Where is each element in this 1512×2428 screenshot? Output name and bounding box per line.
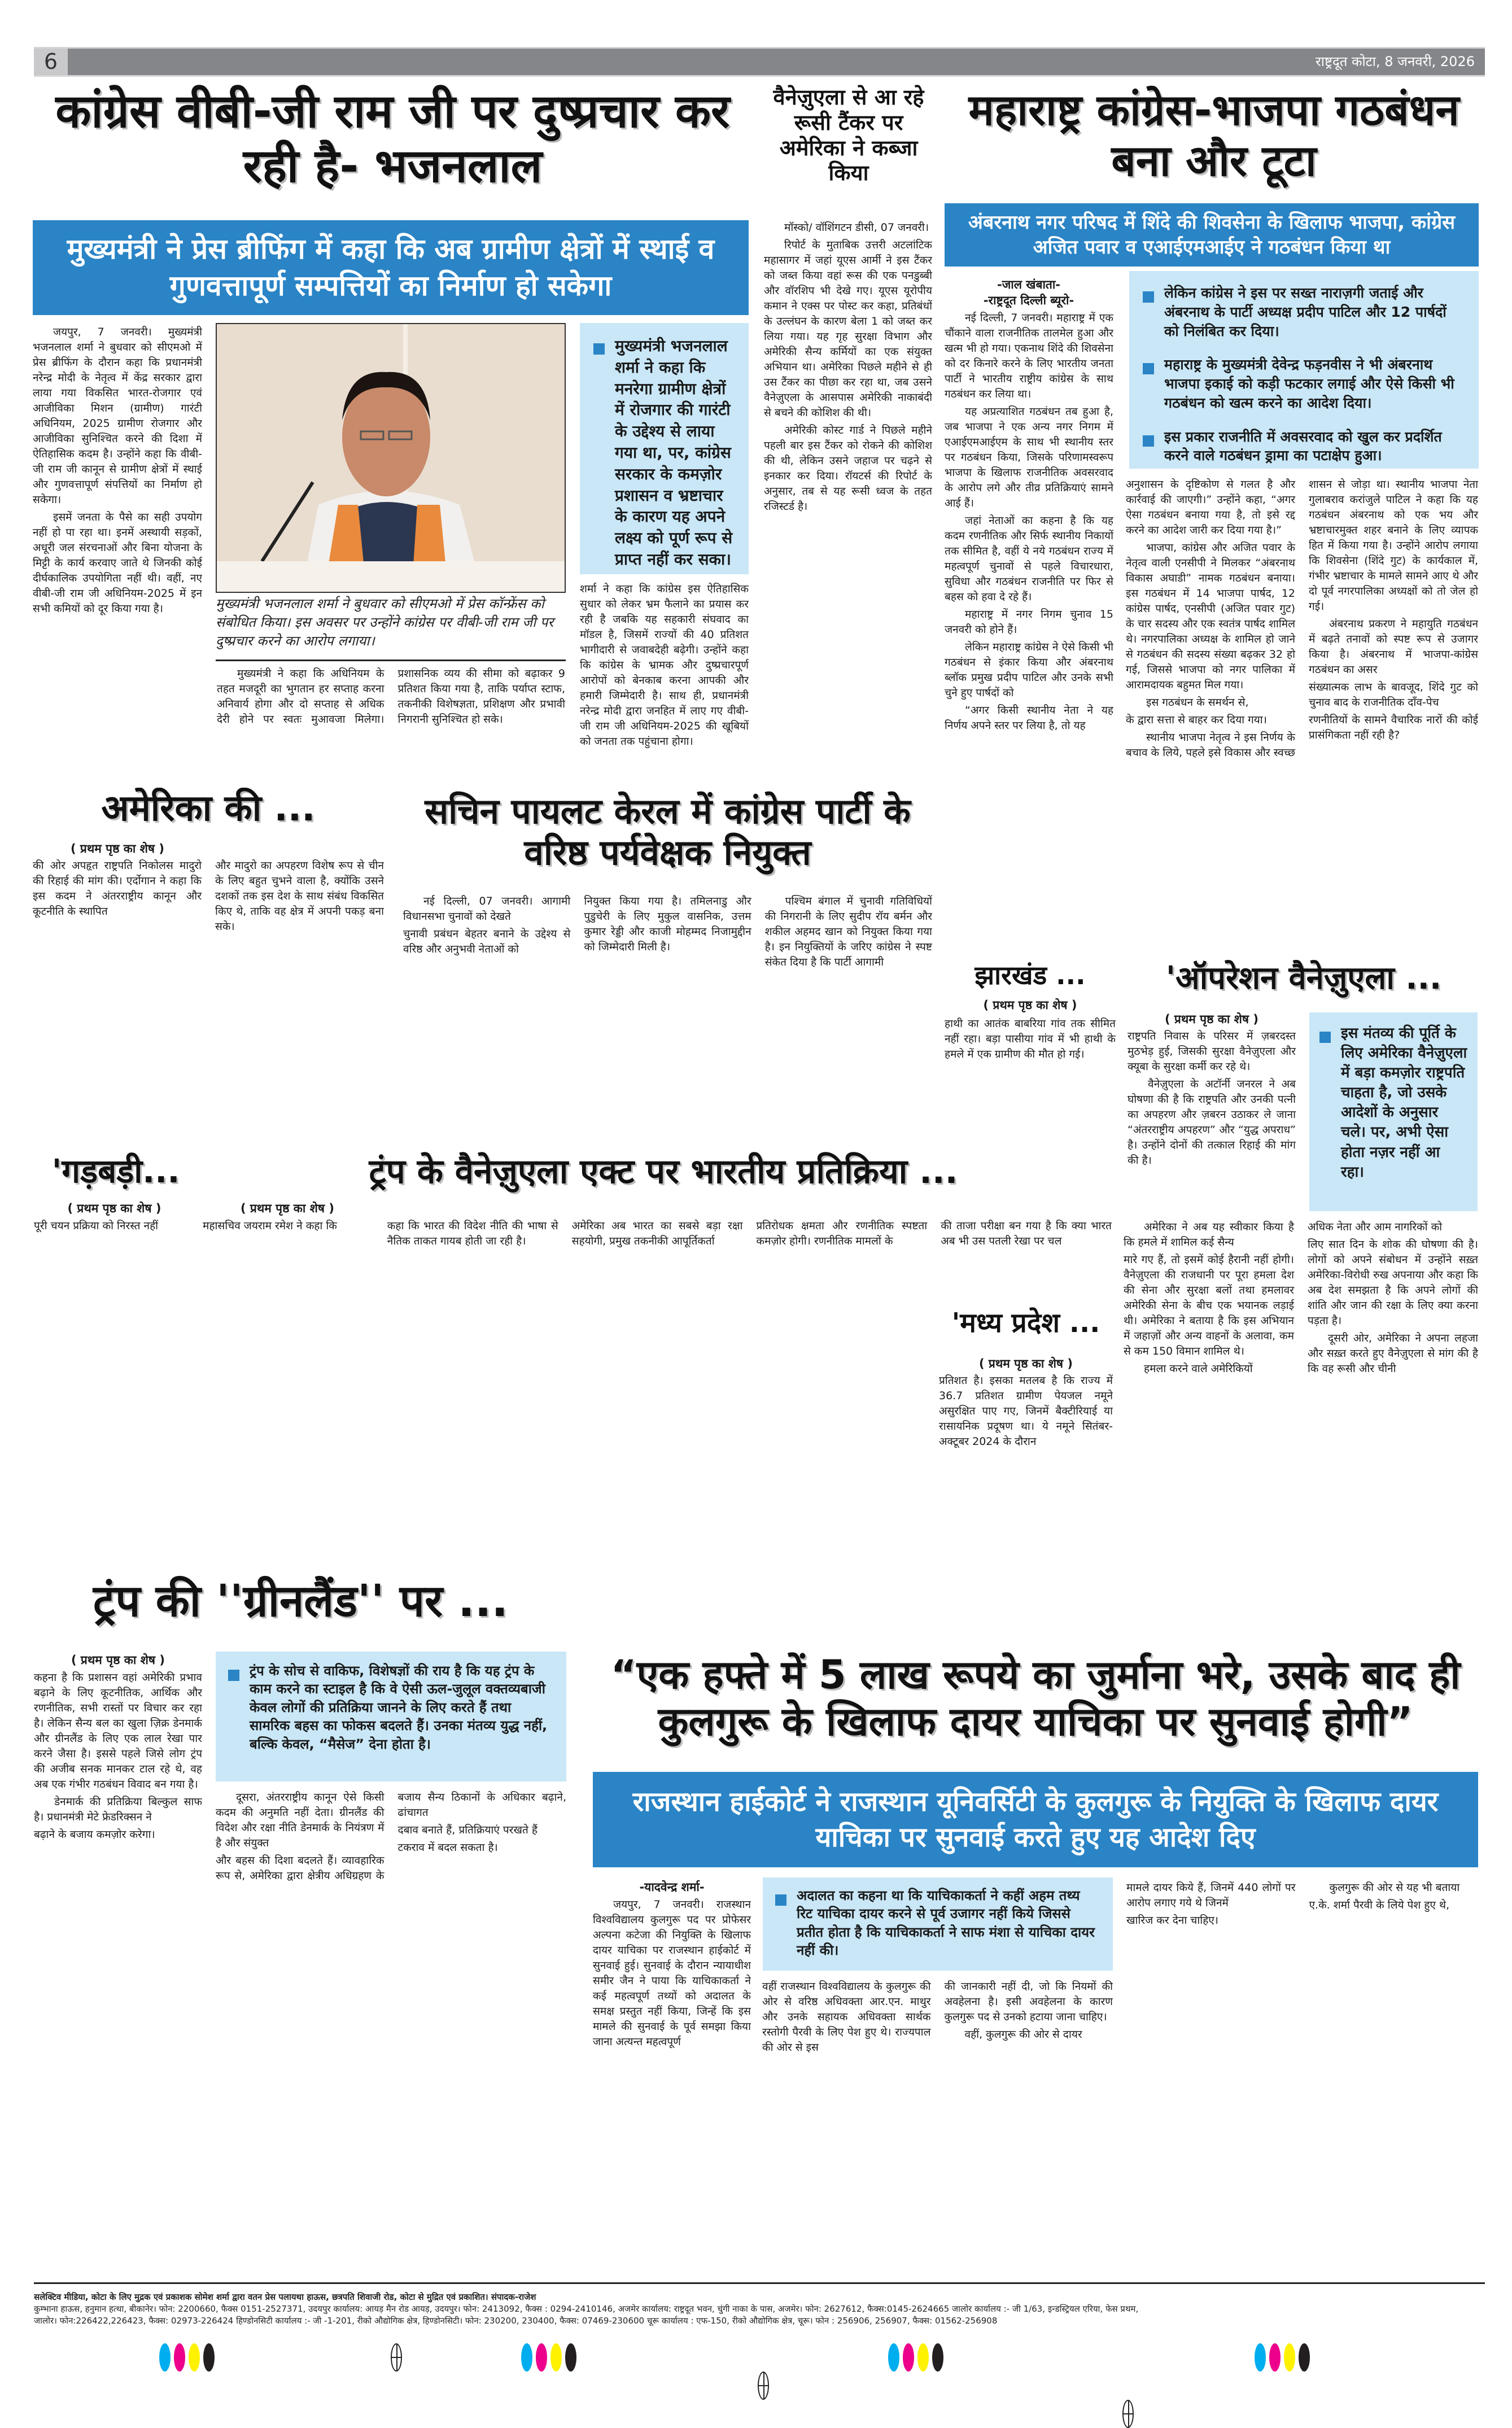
paragraph: लिए सात दिन के शोक की घोषणा की है। लोगों को अपने संबोधन में उन्होंने सख़्त अमेरिका-विरोधी रुख अपनाया और कहा कि अब देश समझता है कि अपने लोगों की शांति और जान की रक्षा के लिए क्या करना पड़ता है। [1308, 1238, 1478, 1327]
article-body-greenland-col2 [216, 1790, 566, 2281]
registration-mark-icon [1122, 2400, 1134, 2428]
bullet-square-icon [1319, 1032, 1331, 1043]
imprint-line: सलेक्टिव मीडिया, कोटा के लिए मुद्रक एवं प्रकाशक सोमेश शर्मा द्वारा वतन प्रेस पलायथा हाऊस, छत्रपति शिवाजी रोड, कोटा से मुद्रित एवं प्रकाशित। संपादक-राजेश [34, 2292, 536, 2302]
callout-text: मुख्यमंत्री भजनलाल शर्मा ने कहा कि मनरेगा ग्रामीण क्षेत्रों में रोजगार की गारंटी के उद्देश्य से लाया गया था, पर, कांग्रेस सरकार के कमज़ोर प्रशासन व भ्रष्टाचार के कारण यह अपने लक्ष्य को पूर्ण रूप से प्राप्त नहीं कर सका। [615, 337, 733, 569]
paragraph: चुनावी प्रबंधन बेहतर बनाने के उद्देश्य से वरिष्ठ और अनुभवी नेताओं को [403, 928, 571, 955]
callout-item [1143, 355, 1465, 412]
callout-item [1143, 427, 1465, 466]
byline-author: -यादवेन्द्र शर्मा- [639, 1880, 705, 1894]
paragraph: शर्मा ने कहा कि कांग्रेस इस ऐतिहासिक सुधार को लेकर भ्रम फैलाने का प्रयास कर रही है जबकि यह सहकारी संघवाद का मॉडल है, जिसमें राज्यों की 40 प्रतिशत भागीदारी से जवाबदेही बढ़ेगी। उन्होंने कहा कि कांग्रेस के भ्रामक और दुष्प्रचारपूर्ण आरोपों को बेनकाब करना आपकी और हमारी जिम्मेदारी है। साथ ही, प्रधानमंत्री नरेन्द्र मोदी द्वारा जनहित में लाए गए वीबी-जी राम जी अधिनियम-2025 की खूबियों को जनता तक पहुंचाना होगा। [580, 583, 749, 748]
bullet-square-icon [593, 343, 605, 355]
imprint-line: जालोर। फोन:226422,226423, फैक्स: 02973-226424 हिण्डोनसिटी कार्यालय :- जी -1-201, रीको औद्योगिक क्षेत्र, हिण्डोनसिटी। फोन: 230200, 230400, फैक्स: 07469-230600 चूरू कार्यालय : एफ-150, रीको औद्योगिक क्षेत्र, चूरू। फोन : 256906, 256907, फैक्स: 01562-256908 [34, 2316, 998, 2326]
article-body-greenland-col1 [34, 1670, 202, 2280]
paragraph: अमेरिका ने अब यह स्वीकार किया है कि हमले में शामिल कई सैन्य [1124, 1221, 1294, 1248]
paragraph: कहना है कि प्रशासन वहां अमेरिकी प्रभाव बढ़ाने के लिए कूटनीतिक, आर्थिक और रणनीतिक, सभी रास्तों पर विचार कर रहा है। लेकिन सैन्य बल का खुला ज़िक्र डेनमार्क और ग्रीनलैंड के लिए एक लाल रेखा पार करने जैसा है। इससे पहले जिसे लोग ट्रंप की अजीब सनक मानकर टाल रहे थे, वह अब एक गंभीर गठबंधन विवाद बन गया है। [34, 1671, 202, 1791]
yellow-mark [189, 2343, 200, 2372]
paragraph: की ताजा परीक्षा बन गया है कि क्या भारत अब भी उस पतली रेखा पर चल [941, 1220, 1112, 1247]
article-body-court-col2 [762, 1979, 1113, 2281]
article-body-tanker [764, 220, 932, 771]
cyan-mark [1255, 2343, 1266, 2372]
continued-label [945, 997, 1116, 1014]
callout-greenland [216, 1652, 566, 1781]
paragraph: डेनमार्क की प्रतिक्रिया बिल्कुल साफ है। प्रधानमंत्री मेटे फ्रेडरिक्सन ने [34, 1796, 202, 1823]
byline-author: -जाल खंबाता- [997, 278, 1061, 291]
imprint-footer [34, 2291, 1485, 2327]
paragraph: अमेरिकी कोस्ट गार्ड ने पिछले महीने पहली बार इस टैंकर को रोकने की कोशिश की थी, लेकिन उसने जहाज पर चढ़ने से इनकार कर दिया। रॉयटर्स की रिपोर्ट के अनुसार, तब से यह रूसी ध्वज के तहत रजिस्टर्ड है। [764, 424, 932, 513]
paragraph: वहीं राजस्थान विश्वविद्यालय के कुलगुरू की ओर से वरिष्ठ अधिवक्ता आर.एन. माथुर और उनके सहायक अधिवक्ता सार्थक रस्तोगी पैरवी के लिए पेश हुए थे। राज्यपाल की ओर से इस [762, 1980, 931, 2054]
paragraph: जयपुर, 7 जनवरी। राजस्थान विश्वविद्यालय कुलगुरू पद पर प्रोफेसर अल्पना कटेजा की नियुक्ति के खिलाफ दायर याचिका पर राजस्थान हाईकोर्ट में सुनवाई हुई। सुनवाई के दौरान न्यायाधीश समीर जैन ने पाया कि याचिकाकर्ता ने कई महत्वपूर्ण तथ्यों को अदालत के समक्ष प्रस्तुत नहीं किया, जिन्हें कि इस मामले की सुनवाई के पूर्व समझा किया जाना अत्यन्त महत्वपूर्ण [593, 1898, 751, 2048]
black-mark [1299, 2343, 1310, 2372]
callout-text: लेकिन कांग्रेस ने इस पर सख्त नाराज़गी जताई और अंबरनाथ के पार्टी अध्यक्ष प्रदीप पाटिल और 12 पार्षदों को निलंबित कर दिया। [1164, 285, 1447, 339]
paragraph: कुलगुरू की ओर से यह भी बताया [1329, 1881, 1460, 1894]
paragraph: की ओर अपहृत राष्ट्रपति निकोलस मादुरो की रिहाई की मांग की। एर्दोगान ने कहा कि इस कदम ने अंतरराष्ट्रीय कानून और कूटनीति के स्थापित [33, 859, 202, 918]
callout-item [228, 1662, 554, 1753]
paragraph: महाराष्ट्र में नगर निगम चुनाव 15 जनवरी को होने हैं। [945, 608, 1113, 636]
paragraph: राष्ट्रपति निवास के परिसर में ज़बरदस्त मुठभेड़ हुई, जिसकी सुरक्षा वैनेज़ुएला और क्यूबा के सुरक्षा कर्मी कर रहे थे। [1128, 1030, 1296, 1073]
paragraph: जहां नेताओं का कहना है कि यह कदम रणनीतिक और सिर्फ स्थानीय निकायों तक सीमित है, वहीं ये नये गठबंधन राज्य में महत्वपूर्ण चुनावों से पहले विचारधारा, सुविधा और गठबंधन राजनीति पर फिर से बहस को हवा दे रहे हैं। [945, 514, 1113, 603]
paragraph: मामले दायर किये हैं, जिनमें 440 लोगों पर आरोप लगाए गये थे जिनमें [1126, 1881, 1296, 1909]
registration-mark-icon [758, 2372, 769, 2400]
article-body-court-col3 [1126, 1880, 1478, 2281]
cyan-mark [888, 2343, 899, 2372]
article-body-court-col1 [593, 1897, 751, 2281]
article-body-maharashtra-col2 [1126, 477, 1478, 949]
magenta-mark [536, 2343, 547, 2372]
cmyk-color-bar [521, 2343, 576, 2372]
byline-court [593, 1879, 751, 1895]
paragraph: इसमें जनता के पैसे का सही उपयोग नहीं हो पा रहा था। इनमें अस्थायी सड़कों, अधूरी जल संरचनाओं और बिना योजना के मिट्टी के कार्य करवाए जाते थे जिनकी कोई दीर्घकालिक उपयोगिता नहीं थी। वहीं, नए वीबी-जी राम जी अधिनियम-2025 में इन सभी कमियों को दूर किया गया है। [33, 511, 202, 615]
headline-jharkhand-continued: झारखंड ... [975, 960, 1086, 990]
paragraph: यह अप्रत्याशित गठबंधन तब हुआ है, जब भाजपा ने एक अन्य नगर निगम में एआईएमआईएम के साथ भी स्थानीय स्तर पर गठबंधन किया, जिसके परिणामस्वरूप भाजपा के खिलाफ राजनीतिक अवसरवाद के आरोप लगे और तीव्र प्रतिक्रियाएं सामने आई हैं। [945, 405, 1113, 509]
cyan-mark [521, 2343, 532, 2372]
continued-label [33, 840, 202, 857]
bullet-square-icon [775, 1894, 786, 1906]
deck-maharashtra-story: अंबरनाथ नगर परिषद में शिंदे की शिवसेना के खिलाफ भाजपा, कांग्रेस अजित पवार व एआईएमआईए ने गठबंधन किया था [945, 203, 1479, 267]
paragraph: पूरी चयन प्रक्रिया को निरस्त नहीं [34, 1220, 159, 1232]
magenta-mark [903, 2343, 914, 2372]
callout-text: महाराष्ट्र के मुख्यमंत्री देवेन्द्र फड़नवीस ने भी अंबरनाथ भाजपा इकाई को कड़ी फटकार लगाई और ऐसे किसी भी गठबंधन को खत्म करने का आदेश दिया। [1164, 356, 1454, 411]
paragraph: रिपोर्ट के मुताबिक उत्तरी अटलांटिक महासागर में जहां यूएस आर्मी ने इस टैंकर को जब्त किया वहां रूस की एक पनडुब्बी और वॉरशिप भी देखे गए। यूएस यूरोपीय कमान ने एक्स पर पोस्ट कर कहा, प्रतिबंधों के उल्लंघन के कारण बेला 1 को जब्त कर लिया गया। यह गृह सुरक्षा विभाग और अमेरिकी सैन्य कर्मियों का एक संयुक्त अभियान था। अमेरिका पिछले महीने से ही उस टैंकर का पीछा कर रहा था, जब उसने वैनेज़ुएला के आसपास अमेरिकी नाकाबंदी से बचने की कोशिश की थी। [764, 239, 932, 419]
cyan-mark [159, 2343, 171, 2372]
paragraph: लेकिन महाराष्ट्र कांग्रेस ने ऐसे किसी भी गठबंधन से इंकार किया और अंबरनाथ ब्लॉक प्रमुख प्रदीप पाटिल और उनके सभी चुने हुए पार्षदों को [945, 641, 1113, 699]
paragraph: महासचिव जयराम रमेश ने कहा कि [203, 1220, 337, 1232]
byline-maharashtra [945, 277, 1113, 308]
callout-text: अदालत का कहना था कि याचिकाकर्ता ने कहीं अहम तथ्य रिट याचिका दायर करने से पूर्व उजागर नहीं किये जिससे प्रतीत होता है कि याचिकाकर्ता ने साफ मंशा से याचिका दायर नहीं की। [797, 1888, 1095, 1959]
photo-chief-minister [216, 323, 566, 593]
article-body-madhya-pradesh [939, 1373, 1113, 1571]
continued-from-front-page: ( प्रथम पृष्ठ का शेष ) [241, 1202, 334, 1215]
paragraph: नई दिल्ली, 07 जनवरी। आगामी विधानसभा चुनावों को देखते [403, 895, 571, 923]
continued-from-front-page: ( प्रथम पृष्ठ का शेष ) [1165, 1012, 1258, 1026]
callout-item [593, 335, 735, 570]
paragraph: कहा कि भारत की विदेश नीति की भाषा से नैतिक ताकत गायब होती जा रही है। [387, 1220, 558, 1247]
paragraph: अधिक नेता और आम नागरिकों को [1308, 1221, 1443, 1233]
paragraph: नई दिल्ली, 7 जनवरी। महाराष्ट्र में एक चौंकाने वाला राजनीतिक तालमेल हुआ और खत्म भी हो गया। एकनाथ शिंदे की शिवसेना को दर किनारे करने के लिए भारतीय जनता पार्टी ने भारतीय राष्ट्रीय कांग्रेस के साथ गठबंधन कर लिया था। [945, 312, 1113, 400]
paragraph: दूसरा, अंतरराष्ट्रीय कानून ऐसे किसी कदम की अनुमति नहीं देता। ग्रीनलैंड की विदेश और रक्षा नीति डेनमार्क के नियंत्रण में है और संयुक्त [216, 1791, 384, 1849]
paragraph: मॉस्को/ वॉशिंगटन डीसी, 07 जनवरी। [784, 221, 929, 234]
yellow-mark [550, 2343, 562, 2372]
paragraph: मुख्यमंत्री ने कहा कि अधिनियम के तहत मजदूरी का भुगतान हर सप्ताह करना अनिवार्य होगा और दो सप्ताह से अधिक देरी होने पर स्वतः मुआवजा मिलेगा। प्रशासनिक व्यय की सीमा को बढ़ाकर 9 प्रतिशत किया गया है, ताकि पर्याप्त स्टाफ, तकनीकी विशेषज्ञता, प्रशिक्षण और प्रभावी निगरानी सुनिश्चित हो सके। [217, 667, 565, 726]
callout-court [763, 1877, 1113, 1971]
continued-label [34, 1200, 195, 1217]
continued-label [1128, 1011, 1296, 1028]
callout-item [1143, 283, 1465, 340]
article-body-trump-act-top [203, 1219, 1112, 1300]
headline-madhya-pradesh-continued: 'मध्य प्रदेश ... [951, 1307, 1100, 1339]
headline-cm-story: कांग्रेस वीबी-जी राम जी पर दुष्प्रचार कर रही है- भजनलाल [55, 85, 730, 193]
page-header-bar [34, 47, 1485, 77]
continued-label [939, 1355, 1113, 1372]
paragraph: टकराव में बदल सकता है। [397, 1841, 498, 1854]
deck-court-story: राजस्थान हाईकोर्ट ने राजस्थान यूनिवर्सिटी के कुलगुरू के नियुक्ति के खिलाफ दायर याचिका पर सुनवाई करते हुए यह आदेश दिए [593, 1772, 1478, 1867]
paragraph: “अगर किसी स्थानीय नेता ने यह निर्णय अपने स्तर पर लिया है, तो यह [945, 704, 1113, 732]
bullet-square-icon [1143, 435, 1154, 447]
photo-caption: मुख्यमंत्री भजनलाल शर्मा ने बुधवार को सीएमओ में प्रेस कॉन्फ्रेंस को संबोधित किया। इस अवसर पर उन्होंने कांग्रेस पर वीबी-जी राम जी पर दुष्प्रचार करने का आरोप लगाया। [216, 596, 554, 649]
paragraph: मारे गए हैं, तो इसमें कोई हैरानी नहीं होगी। वैनेज़ुएला की राजधानी पर पूरा हमला देश की सेना और सुरक्षा बलों तथा हमलावर अमेरिकी सेना के बीच एक भयानक लड़ाई थी। अमेरिका ने बताया है कि इस अभियान में जहाज़ों और अन्य वाहनों के अलावा, कम से कम 150 विमान शामिल थे। [1124, 1254, 1294, 1357]
divider [216, 660, 566, 661]
callout-cm-story [580, 323, 749, 574]
headline-trump-venezuela-act: ट्रंप के वैनेज़ुएला एक्ट पर भारतीय प्रतिक्रिया ... [369, 1152, 958, 1191]
article-body-america [33, 858, 384, 1141]
cmyk-color-bar [888, 2343, 943, 2372]
paragraph: अंबरनाथ प्रकरण ने महायुति गठबंधन में बढ़ते तनावों को स्पष्ट रूप से उजागर किया है। अंबरनाथ में भाजपा-कांग्रेस गठबंधन का असर [1309, 618, 1478, 676]
registration-mark-icon [391, 2343, 402, 2372]
article-body-maharashtra-col1 [945, 311, 1113, 949]
headline-gadbadi-continued: 'गड़बड़ी... [51, 1152, 180, 1190]
callout-operation-venezuela [1309, 1012, 1478, 1211]
paragraph: ए.के. शर्मा पैरवी के लिये पेश हुए थे, [1309, 1899, 1450, 1911]
paragraph: हमला करने वाले अमेरिकियों [1144, 1363, 1253, 1375]
paragraph: प्रतिरोधक क्षमता और रणनीतिक स्पष्टता कमज़ोर होगी। रणनीतिक मामलों के [756, 1220, 928, 1247]
article-body-sachin [403, 894, 932, 1141]
yellow-mark [917, 2343, 929, 2372]
article-body-cm-col1 [33, 325, 202, 771]
headline-tanker-story: वैनेज़ुएला से आ रहे रूसी टैंकर पर अमेरिका ने कब्जा किया [773, 85, 924, 186]
paragraph: और मादुरो का अपहरण विशेष रूप से चीन के लिए बहुत चुभने वाला है, क्योंकि उसने दशकों तक इस देश के साथ संबंध विकसित किए थे, ताकि वह क्षेत्र में अपनी पकड़ बना सके। [215, 859, 384, 933]
paragraph: बढ़ाने के बजाय कमज़ोर करेगा। [34, 1828, 155, 1841]
paragraph: नियुक्त किया गया है। तमिलनाडु और पुडुचेरी के लिए मुकुल वासनिक, उत्तम कुमार रेड्डी और काजी मोहम्मद निजामुद्दीन को जिम्मेदारी मिली है। [584, 895, 751, 953]
paragraph: पश्चिम बंगाल में चुनावी गतिविधियों की निगरानी के लिए सुदीप रॉय बर्मन और शकील अहमद खान को नियुक्त किया गया है। इन नियुक्तियों के जरिए कांग्रेस ने स्पष्ट संकेत दिया है कि पार्टी आगामी [764, 895, 932, 968]
paragraph: और बहस की दिशा बदलते हैं। व्यावहारिक रूप से, अमेरिका द्वारा क्षेत्रीय अधिग्रहण के बजाय सैन्य ठिकानों के अधिकार बढ़ाने, ढांचागत [216, 1791, 566, 1882]
callout-text: ट्रंप के सोच से वाकिफ, विशेषज्ञों की राय है कि यह ट्रंप के काम करने का स्टाइल है कि वे ऐसी ऊल-जुलूल वक्तव्यबाजी केवल लोगों की प्रतिक्रिया जानने के लिए करते हैं तथा सामरिक बहस का फोकस बदलते हैं। उनका मंतव्य युद्ध नहीं, बल्कि केवल, “मैसेज” देना होता है। [250, 1663, 548, 1752]
article-body-operation-venezuela-col2 [1124, 1220, 1478, 1570]
paragraph: दूसरी ओर, अमेरिका ने अपना लहजा और सख़्त करते हुए वैनेज़ुएला से मांग की है कि वह रूसी और चीनी [1308, 1332, 1478, 1375]
continued-from-front-page: ( प्रथम पृष्ठ का शेष ) [71, 842, 164, 855]
dateline: राष्ट्रदूत कोटा, 8 जनवरी, 2026 [1315, 54, 1475, 69]
continued-from-front-page: ( प्रथम पृष्ठ का शेष ) [983, 998, 1077, 1012]
paragraph: वैनेज़ुएला के अटॉर्नी जनरल ने अब घोषणा की है कि राष्ट्रपति और उनकी पत्नी का अपहरण और ज़बरन उठाकर ले जाना “अंतरराष्ट्रीय अपहरण” और “युद्ध अपराध” है। उन्होंने दोनों की तत्काल रिहाई की मांग की है। [1128, 1078, 1296, 1167]
black-mark [565, 2343, 576, 2372]
paragraph: प्रतिशत है। इसका मतलब है कि राज्य में 36.7 प्रतिशत ग्रामीण पेयजल नमूने असुरक्षित पाए गए, जिनमें बैक्टीरियाई या रासायनिक प्रदूषण था। ये नमूने सितंबर-अक्टूबर 2024 के दौरान [939, 1374, 1113, 1448]
paragraph: संख्यात्मक लाभ के बावजूद, शिंदे गुट को चुनाव बाद के राजनीतिक दाँव-पेच [1309, 681, 1478, 709]
article-body-jharkhand [945, 1016, 1116, 1152]
paragraph: अमेरिका अब भारत का सबसे बड़ा रक्षा सहयोगी, प्रमुख तकनीकी आपूर्तिकर्ता [571, 1220, 743, 1247]
headline-trump-greenland-continued: ट्रंप की ''ग्रीनलैंड'' पर ... [93, 1576, 509, 1627]
headline-court-quote: “एक हफ्ते में 5 लाख रूपये का जुर्माना भरे, उसके बाद ही कुलगुरू के खिलाफ दायर याचिका पर सुनवाई होगी” [610, 1652, 1461, 1745]
imprint-line: कुम्भाना हाऊस, हनुमान हत्था, बीकानेर। फोन: 2200660, फैक्स 0151-2527371, उदयपुर कार्यालय: आयड़ मैन रोड आयड़, उदयपुर। फोन: 2413092, फैक्स : 0294-2410146, अजमेर कार्यालय: राष्ट्रदूत भवन, चुंगी नाका के पास, अजमेर। फोन: 2627612, फैक्स:0145-2624665 जालोर कार्यालय :- जी 1/63, इन्डस्ट्रियल एरिया, फेस प्रथम, [34, 2304, 1139, 2314]
photo-chief-minister-illustration [217, 324, 565, 592]
article-body-cm-col2 [217, 666, 565, 771]
paragraph: स्थानीय भाजपा नेतृत्व ने इस निर्णय के बचाव के लिये, पहले इसे विकास और स्वच्छ शासन से जोड़ा था। स्थानीय भाजपा नेता गुलाबराव करांजुले पाटिल ने कहा कि यह गठबंधन अंबरनाथ को एक भय और भ्रष्टाचारमुक्त शहर बनाने के लिए व्यापक हित में किया गया है। उन्होंने आरोप लगाया कि शिवसेना (शिंदे गुट) के कार्यकाल में, गंभीर भ्रष्टाचार के मामले सामने आए थे और दो पूर्व नगरपालिका अध्यक्षों को तो जेल हो गई। [1126, 478, 1478, 759]
headline-operation-venezuela-continued: 'ऑपरेशन वैनेज़ुएला ... [1165, 960, 1442, 997]
article-body-operation-venezuela-col1 [1128, 1029, 1296, 1209]
continued-from-front-page: ( प्रथम पृष्ठ का शेष ) [979, 1357, 1073, 1370]
black-mark [932, 2343, 943, 2372]
paragraph: खारिज कर देना चाहिए। [1126, 1914, 1218, 1927]
cmyk-color-bar [159, 2343, 215, 2372]
yellow-mark [1284, 2343, 1295, 2372]
paragraph: रणनीतियों के सामने वैचारिक नारों की कोई प्रासंगिकता नहीं रही है? [1309, 714, 1478, 741]
paragraph: अनुशासन के दृष्टिकोण से गलत है और कार्रवाई की जाएगी।” उन्होंने कहा, “अगर ऐसा गठबंधन बनाया गया है, तो इसे रद्द करने का आदेश जारी कर दिया गया है।” [1126, 478, 1295, 536]
continued-from-front-page: ( प्रथम पृष्ठ का शेष ) [67, 1202, 161, 1215]
callout-text: इस प्रकार राजनीति में अवसरवाद को खुल कर प्रदर्शित करने वाले गठबंधन ड्रामा का पटाक्षेप हुआ। [1164, 428, 1442, 464]
paragraph: दबाव बनाते हैं, प्रतिक्रियाएं परखते हैं [397, 1824, 537, 1836]
byline-bureau: -राष्ट्रदूत दिल्ली ब्यूरो- [983, 294, 1074, 307]
magenta-mark [1269, 2343, 1281, 2372]
paragraph: इस गठबंधन के समर्थन से, [1146, 696, 1249, 709]
paragraph: जयपुर, 7 जनवरी। मुख्यमंत्री भजनलाल शर्मा ने बुधवार को सीएमओ में प्रेस ब्रीफिंग के दौरान कहा कि प्रधानमंत्री नरेन्द्र मोदी के नेतृत्व में केंद्र सरकार द्वारा लाया गया विकसित भारत-रोजगार एवं आजीविका मिशन (ग्रामीण) गारंटी अधिनियम, 2025 ग्रामीण रोजगार और आजीविका सुनिश्चित करने की दिशा में ऐतिहासिक कदम है। उन्होंने कहा कि वीबी-जी राम जी कानून से ग्रामीण क्षेत्रों में स्थाई और गुणवत्तापूर्ण संपत्तियों का निर्माण हो सकेगा। [33, 326, 202, 506]
continued-label [34, 1652, 202, 1669]
headline-america-continued: अमेरिका की ... [101, 788, 316, 829]
page-number: 6 [34, 49, 68, 75]
black-mark [203, 2343, 215, 2372]
callout-maharashtra [1129, 271, 1479, 469]
continued-label [203, 1200, 372, 1217]
paragraph: की जानकारी नहीं दी, जो कि नियमों की अवहेलना है। इसी अवहेलना के कारण कुलगुरू पद से उनको हटाया जाना चाहिए। [944, 1980, 1113, 2023]
magenta-mark [174, 2343, 185, 2372]
headline-sachin-pilot-story: सचिन पायलट केरल में कांग्रेस पार्टी के वरिष्ठ पर्यवेक्षक नियुक्त [425, 791, 911, 874]
paragraph: वहीं, कुलगुरू की ओर से दायर [964, 2028, 1082, 2041]
cmyk-color-bar [1255, 2343, 1310, 2372]
bullet-square-icon [1143, 363, 1154, 374]
deck-cm-story: मुख्यमंत्री ने प्रेस ब्रीफिंग में कहा कि अब ग्रामीण क्षेत्रों में स्थाई व गुणवत्तापूर्ण सम्पत्तियों का निर्माण हो सकेगा [33, 220, 749, 315]
article-body-gadbadi [34, 1219, 195, 1569]
footer-divider [34, 2282, 1485, 2284]
paragraph: के द्वारा सत्ता से बाहर कर दिया गया। [1126, 714, 1267, 726]
paragraph: भाजपा, कांग्रेस और अजित पवार के नेतृत्व वाली एनसीपी ने मिलकर “अंबरनाथ विकास अघाडी” नामक गठबंधन बनाया। इस गठबंधन में 14 भाजपा पार्षद, 12 कांग्रेस पार्षद, एनसीपी (अजित पवार गुट) के चार सदस्य और एक स्वतंत्र पार्षद शामिल थे। नगरपालिका अध्यक्ष के शामिल हो जाने से गठबंधन की सदस्य संख्या बढ़कर 32 हो गई, जिससे भाजपा को नगर पालिका में आरामदायक बहुमत मिल गया। [1126, 542, 1295, 691]
headline-maharashtra-story: महाराष्ट्र कांग्रेस-भाजपा गठबंधन बना और टूटा [968, 85, 1459, 186]
article-body-cm-col3 [580, 582, 749, 771]
callout-item [775, 1886, 1100, 1960]
callout-item [1319, 1024, 1467, 1182]
paragraph: हाथी का आतंक बाबरिया गांव तक सीमित नहीं रहा। बड़ा पासीया गांव में भी हाथी के हमले में एक ग्रामीण की मौत हो गई। [945, 1018, 1116, 1060]
bullet-square-icon [1143, 291, 1154, 303]
continued-from-front-page: ( प्रथम पृष्ठ का शेष ) [71, 1653, 165, 1667]
callout-text: इस मंतव्य की पूर्ति के लिए अमेरिका वैनेज़ुएला में बड़ा कमज़ोर राष्ट्रपति चाहता है, जो उसके आदेशों के अनुसार चले। पर, अभी ऐसा होता नज़र नहीं आ रहा। [1341, 1025, 1467, 1181]
bullet-square-icon [228, 1670, 239, 1681]
